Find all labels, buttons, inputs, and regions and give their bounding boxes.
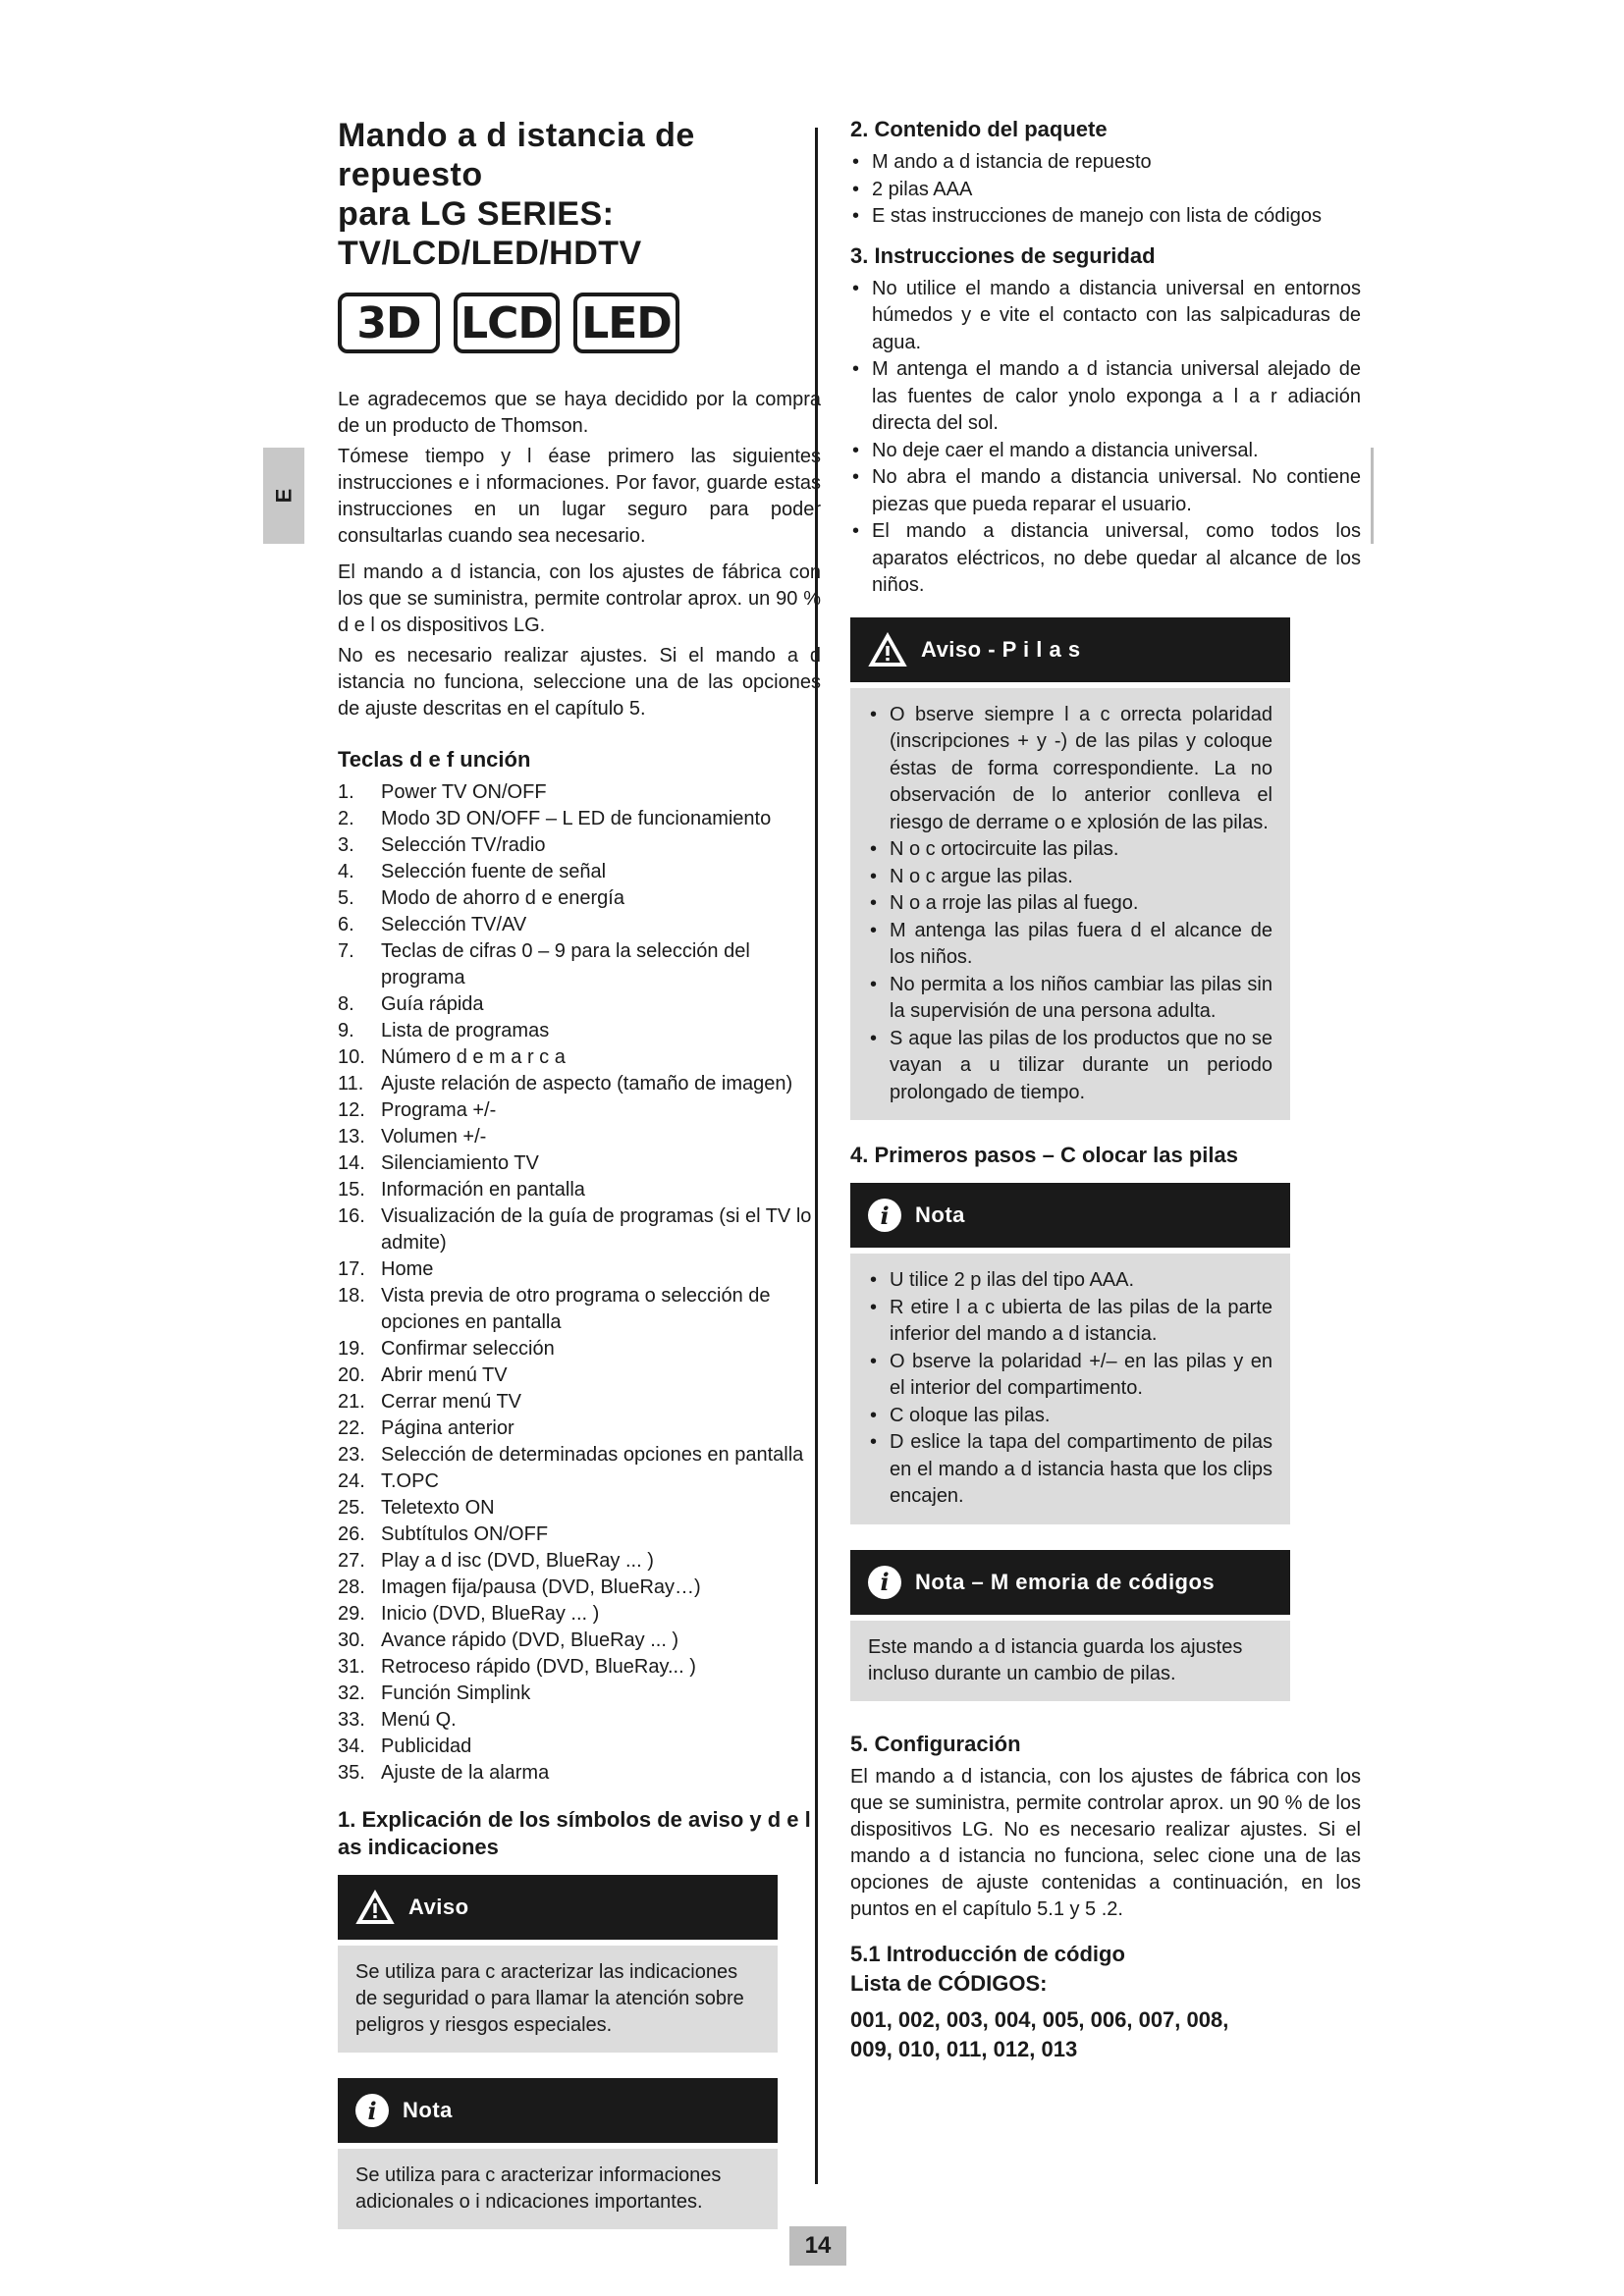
intro-paragraph-2: Tómese tiempo y l éase primero las siguientes instrucciones e i nformaciones. Por favor, guarde estas instrucciones en un lugar seguro para poder consultarlas cuando sea necesario. [338, 446, 821, 547]
list-item [338, 1548, 821, 1575]
list-item [338, 859, 821, 885]
key-number: 34. [338, 1735, 365, 1757]
key-number: 10. [338, 1046, 365, 1068]
key-number: 27. [338, 1550, 365, 1572]
key-number: 15. [338, 1179, 365, 1201]
list-item [338, 1575, 821, 1601]
key-number: 30. [338, 1629, 365, 1651]
intro-paragraph-3: El mando a d istancia, con los ajustes de fábrica con los que se suministra, permite controlar aprox. un 90 % d e l os dispositivos LG. [338, 561, 821, 636]
left-column [338, 116, 821, 2229]
list-item [338, 1097, 821, 1124]
list-item [338, 1734, 821, 1760]
key-number: 18. [338, 1285, 365, 1307]
key-description: Modo 3D ON/OFF – L ED de funcionamiento [381, 808, 772, 829]
key-description: Subtítulos ON/OFF [381, 1523, 549, 1545]
list-item [338, 806, 821, 832]
list-item: • M antenga el mando a d istancia universal alejado de las fuentes de calor ynolo exponga a l a r adiación directa del sol. [850, 356, 1361, 438]
key-description: Número d e m a r c a [381, 1046, 566, 1068]
keys-heading: Teclas d e f unción [338, 747, 531, 772]
aviso-pilas-header [850, 617, 1290, 682]
list-item [338, 1415, 821, 1442]
list-item [338, 1283, 821, 1336]
list-item [338, 1628, 821, 1654]
codes-list [850, 2005, 1361, 2064]
section-1-heading: 1. Explicación de los símbolos de aviso y d e l as indicaciones [338, 1807, 811, 1859]
key-number: 20. [338, 1364, 365, 1386]
key-number: 5. [338, 887, 354, 909]
nota-box [338, 2078, 778, 2229]
nota-memoria-text: Este mando a d istancia guarda los ajustes incluso durante un cambio de pilas. [868, 1635, 1243, 1684]
key-number: 25. [338, 1497, 365, 1519]
list-item: • O bserve la polaridad +/– en las pilas y en el interior del compartimento. [868, 1349, 1272, 1403]
key-description: T.OPC [381, 1470, 439, 1492]
info-icon: i [868, 1566, 901, 1599]
key-number: 26. [338, 1523, 365, 1545]
list-item [338, 1018, 821, 1044]
aviso-box-text: Se utiliza para c aracterizar las indicaciones de seguridad o para llamar la atención sobre peligros y riesgos especiales. [355, 1961, 744, 2036]
key-number: 4. [338, 861, 354, 882]
key-number: 3. [338, 834, 354, 856]
list-item: • M antenga las pilas fuera d el alcance de los niños. [868, 918, 1272, 972]
list-item [338, 1362, 821, 1389]
key-number: 29. [338, 1603, 365, 1625]
list-item [338, 1177, 821, 1203]
right-column [850, 116, 1361, 2064]
key-number: 32. [338, 1682, 365, 1704]
nota-memoria-body [850, 1621, 1290, 1701]
nota-memoria-box [850, 1550, 1290, 1701]
key-description: Función Simplink [381, 1682, 531, 1704]
nota-box-header [338, 2078, 778, 2143]
key-description: Visualización de la guía de programas (si el TV lo admite) [381, 1205, 812, 1254]
battery-warnings-list [868, 702, 1272, 1107]
key-number: 19. [338, 1338, 365, 1360]
aviso-box-label: Aviso [408, 1895, 469, 1919]
key-number: 13. [338, 1126, 365, 1148]
list-item: • No abra el mando a distancia universal. No contiene piezas que pueda reparar el usuario. [850, 464, 1361, 518]
key-number: 22. [338, 1417, 365, 1439]
warning-icon [355, 1890, 395, 1925]
key-number: 35. [338, 1762, 365, 1784]
list-item: • S aque las pilas de los productos que no se vayan a u tilizar durante un periodo prolongado de tiempo. [868, 1026, 1272, 1107]
list-item [338, 938, 821, 991]
key-number: 28. [338, 1576, 365, 1598]
nota-box-body [338, 2149, 778, 2229]
aviso-pilas-body [850, 688, 1290, 1121]
config-text: El mando a d istancia, con los ajustes de fábrica con los que se suministra, permite controlar aprox. un 90 % de los dispositivos LG. No es necesario realizar ajustes. Si el mando a d istancia no funciona, selec cione una de las opciones de ajuste contenidas a continuación, en los puntos en el capítulo 5.1 y 5 .2. [850, 1765, 1361, 1920]
list-item: • R etire l a c ubierta de las pilas de la parte inferior del mando a d istancia. [868, 1295, 1272, 1349]
list-item [338, 1707, 821, 1734]
info-icon: i [355, 2094, 389, 2127]
key-description: Ajuste de la alarma [381, 1762, 550, 1784]
key-description: Guía rápida [381, 993, 484, 1015]
list-item [338, 1654, 821, 1681]
intro-paragraph-4: No es necesario realizar ajustes. Si el mando a d istancia no funciona, seleccione una de las opciones de ajuste descritas en el capítulo 5. [338, 645, 821, 720]
list-item: • No utilice el mando a distancia universal en entornos húmedos y e vite el contacto con las salpicaduras de agua. [850, 276, 1361, 357]
list-item: • 2 pilas AAA [850, 177, 1361, 204]
key-description: Modo de ahorro d e energía [381, 887, 624, 909]
key-number: 2. [338, 808, 354, 829]
section-5-1-heading: 5.1 Introducción de código [850, 1941, 1125, 1966]
list-item [338, 1760, 821, 1787]
nota-memoria-header [850, 1550, 1290, 1615]
list-item [338, 1071, 821, 1097]
key-number: 17. [338, 1258, 365, 1280]
section-4-heading: 4. Primeros pasos – C olocar las pilas [850, 1143, 1238, 1167]
key-description: Lista de programas [381, 1020, 550, 1041]
aviso-pilas-box [850, 617, 1290, 1121]
list-item [338, 1681, 821, 1707]
list-item [338, 885, 821, 912]
list-item: • N o c argue las pilas. [868, 864, 1272, 891]
list-item [338, 1150, 821, 1177]
key-description: Inicio (DVD, BlueRay ... ) [381, 1603, 600, 1625]
codes-line-1: 001, 002, 003, 004, 005, 006, 007, 008, [850, 2006, 1229, 2032]
key-number: 21. [338, 1391, 365, 1413]
list-item: • O bserve siempre l a c orrecta polaridad (inscripciones + y -) de las pilas y coloque éstas de forma correspondiente. La no observación de lo anterior conlleva el riesgo de derrame o e xplosión de las pilas. [868, 702, 1272, 837]
key-description: Información en pantalla [381, 1179, 585, 1201]
package-contents-list [850, 149, 1361, 231]
list-item [338, 1336, 821, 1362]
list-item [338, 991, 821, 1018]
aviso-pilas-label: Aviso - P i l a s [921, 636, 1081, 662]
list-item [338, 1468, 821, 1495]
key-description: Teclas de cifras 0 – 9 para la selección del programa [381, 940, 750, 988]
intro-paragraph-1: Le agradecemos que se haya decidido por la compra de un producto de Thomson. [338, 389, 821, 437]
title-line-1: Mando a d istancia de repuesto [338, 117, 695, 193]
list-item [338, 1389, 821, 1415]
badge-3d: 3D [338, 293, 440, 353]
list-item: • No deje caer el mando a distancia universal. [850, 438, 1361, 465]
aviso-box [338, 1875, 778, 2053]
list-item [338, 1495, 821, 1522]
list-item: • E stas instrucciones de manejo con lista de códigos [850, 203, 1361, 231]
language-tab: E [263, 448, 304, 544]
key-number: 9. [338, 1020, 354, 1041]
list-item: • U tilice 2 p ilas del tipo AAA. [868, 1267, 1272, 1295]
page-number: 14 [789, 2226, 846, 2266]
key-description: Abrir menú TV [381, 1364, 508, 1386]
list-item: • El mando a distancia universal, como todos los aparatos eléctricos, no debe quedar al alcance de los niños. [850, 518, 1361, 600]
nota-box-label: Nota [403, 2098, 453, 2122]
key-description: Silenciamiento TV [381, 1152, 539, 1174]
warning-icon [868, 632, 907, 667]
list-item [338, 1522, 821, 1548]
list-item: • N o a rroje las pilas al fuego. [868, 890, 1272, 918]
battery-steps-list [868, 1267, 1272, 1511]
key-description: Vista previa de otro programa o selección de opciones en pantalla [381, 1285, 771, 1333]
key-description: Selección de determinadas opciones en pantalla [381, 1444, 804, 1466]
function-keys-list [338, 779, 821, 1787]
badge-led: LED [573, 293, 679, 353]
list-item [338, 1442, 821, 1468]
key-number: 23. [338, 1444, 365, 1466]
list-item [338, 1601, 821, 1628]
key-number: 12. [338, 1099, 365, 1121]
key-description: Publicidad [381, 1735, 472, 1757]
key-number: 11. [338, 1073, 364, 1095]
aviso-box-body [338, 1946, 778, 2053]
title-line-2: para LG SERIES: TV/LCD/LED/HDTV [338, 195, 642, 272]
list-item [338, 1124, 821, 1150]
list-item: • No permita a los niños cambiar las pilas sin la supervisión de una persona adulta. [868, 972, 1272, 1026]
section-2-heading: 2. Contenido del paquete [850, 117, 1108, 141]
key-description: Play a d isc (DVD, BlueRay ... ) [381, 1550, 654, 1572]
nota-pilas-box [850, 1183, 1290, 1524]
key-number: 14. [338, 1152, 365, 1174]
key-number: 16. [338, 1205, 365, 1227]
key-description: Cerrar menú TV [381, 1391, 522, 1413]
key-description: Página anterior [381, 1417, 514, 1439]
list-item [338, 1256, 821, 1283]
list-item [338, 1203, 821, 1256]
key-number: 7. [338, 940, 354, 962]
list-item [338, 912, 821, 938]
key-description: Power TV ON/OFF [381, 781, 547, 803]
key-number: 33. [338, 1709, 365, 1731]
key-number: 31. [338, 1656, 365, 1678]
section-5-heading: 5. Configuración [850, 1731, 1021, 1756]
key-description: Imagen fija/pausa (DVD, BlueRay…) [381, 1576, 701, 1598]
key-description: Programa +/- [381, 1099, 497, 1121]
list-item: • C oloque las pilas. [868, 1403, 1272, 1430]
nota-pilas-label: Nota [915, 1202, 965, 1227]
key-description: Selección fuente de señal [381, 861, 607, 882]
nota-pilas-body [850, 1254, 1290, 1524]
key-description: Confirmar selección [381, 1338, 555, 1360]
key-description: Volumen +/- [381, 1126, 487, 1148]
list-item: • D eslice la tapa del compartimento de pilas en el mando a d istancia hasta que los clips encajen. [868, 1429, 1272, 1511]
key-number: 1. [338, 781, 354, 803]
aviso-box-header [338, 1875, 778, 1940]
list-item: • M ando a d istancia de repuesto [850, 149, 1361, 177]
key-number: 24. [338, 1470, 365, 1492]
margin-rule [1371, 448, 1374, 544]
badge-lcd: LCD [454, 293, 560, 353]
nota-memoria-label: Nota – M emoria de códigos [915, 1569, 1216, 1594]
key-description: Avance rápido (DVD, BlueRay ... ) [381, 1629, 679, 1651]
nota-pilas-header [850, 1183, 1290, 1248]
nota-box-text: Se utiliza para c aracterizar informaciones adicionales o i ndicaciones importantes. [355, 2164, 722, 2213]
list-item [338, 779, 821, 806]
info-icon: i [868, 1199, 901, 1232]
key-description: Retroceso rápido (DVD, BlueRay... ) [381, 1656, 696, 1678]
list-item: • N o c ortocircuite las pilas. [868, 836, 1272, 864]
key-number: 8. [338, 993, 354, 1015]
key-description: Teletexto ON [381, 1497, 495, 1519]
section-3-heading: 3. Instrucciones de seguridad [850, 242, 1156, 268]
list-item [338, 832, 821, 859]
key-description: Home [381, 1258, 434, 1280]
list-item [338, 1044, 821, 1071]
key-description: Menú Q. [381, 1709, 457, 1731]
feature-badges [338, 293, 821, 353]
page-title [338, 116, 821, 273]
safety-list [850, 276, 1361, 600]
key-number: 6. [338, 914, 354, 935]
key-description: Ajuste relación de aspecto (tamaño de imagen) [381, 1073, 793, 1095]
key-description: Selección TV/radio [381, 834, 546, 856]
codes-line-2: 009, 010, 011, 012, 013 [850, 2036, 1078, 2061]
key-description: Selección TV/AV [381, 914, 527, 935]
codes-heading: Lista de CÓDIGOS: [850, 1970, 1048, 1996]
